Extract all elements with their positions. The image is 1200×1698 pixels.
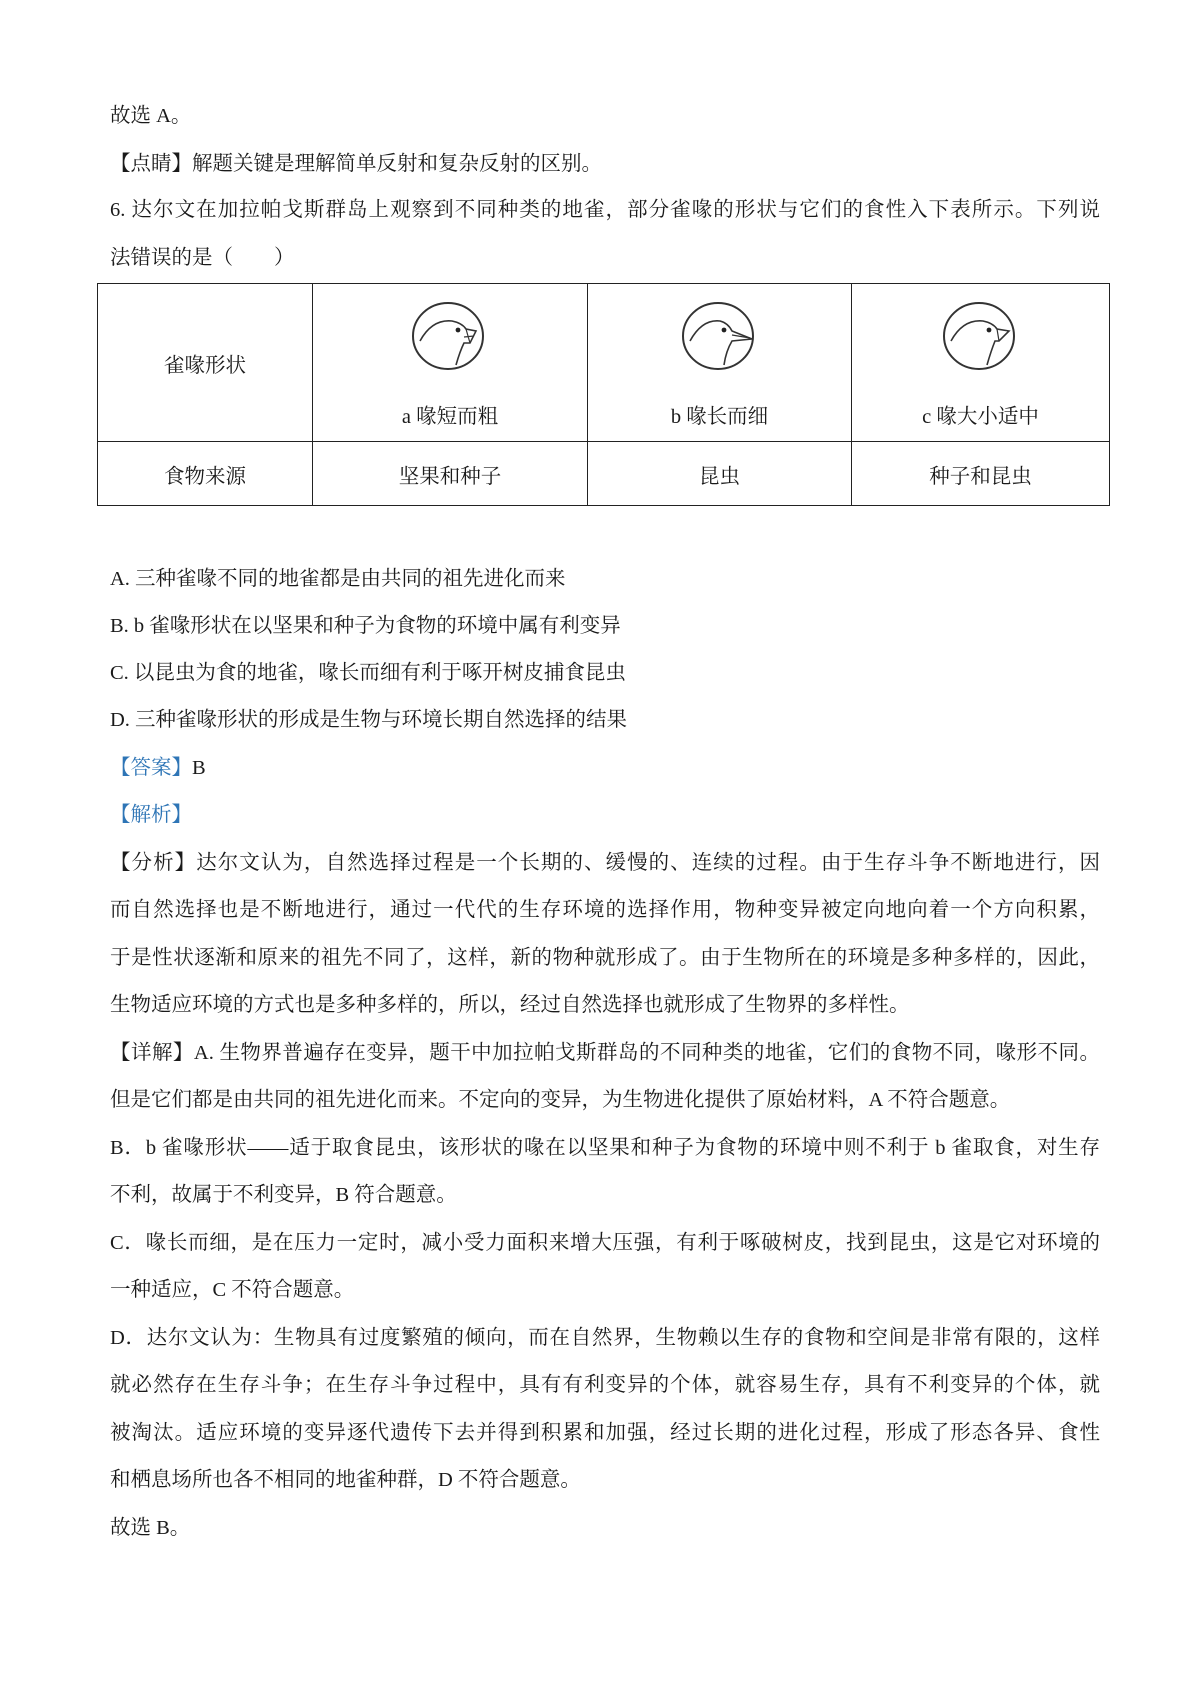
finch-medium-beak-icon: [941, 299, 1021, 373]
answer: [110, 753, 1100, 783]
analysis-line: 生物适应环境的方式也是多种多样的，所以，经过自然选择也就形成了生物界的多样性。: [110, 994, 910, 1016]
tip: [110, 149, 1100, 179]
detail-line: 但是它们都是由共同的祖先进化而来。不定向的变异，为生物进化提供了原始材料，A 不符合题意。: [110, 1089, 1011, 1111]
detail-label: 【详解】: [110, 1042, 194, 1064]
tip-label: 【点睛】: [110, 153, 192, 175]
table-cell: 坚果和种子: [313, 442, 588, 506]
detail-line: B．b 雀喙形状——适于取食昆虫，该形状的喙在以坚果和种子为食物的环境中则不利于 b 雀取食，对生存: [110, 1137, 1100, 1159]
beak-shape-label: c 喙大小适中: [922, 405, 1039, 428]
analysis-line: 而自然选择也是不断地进行，通过一代代的生存环境的选择作用，物种变异被定向地向着一个方向积累，: [110, 899, 1100, 921]
prev-conclusion: 故选 A。: [110, 105, 192, 127]
row-header: 食物来源: [98, 442, 313, 506]
analysis-line: 于是性状逐渐和原来的祖先不同了，这样，新的物种就形成了。由于生物所在的环境是多种多样的，因此，: [110, 947, 1100, 969]
detail-line: 不利，故属于不利变异，B 符合题意。: [110, 1184, 457, 1206]
table-cell: 种子和昆虫: [852, 442, 1110, 506]
analysis-sub-label: 【分析】: [110, 852, 197, 874]
detail-line: C．喙长而细，是在压力一定时，减小受力面积来增大压强，有利于啄破树皮，找到昆虫，这是它对环境的: [110, 1232, 1100, 1254]
table-row-beak-shape: [98, 284, 1110, 442]
analysis-label: 【解析】: [110, 804, 192, 826]
table-cell: [313, 284, 588, 442]
detail-line: 就必然存在生存斗争；在生存斗争过程中，具有有利变异的个体，就容易生存，具有不利变异的个体，就: [110, 1374, 1100, 1396]
analysis-text: 达尔文认为，自然选择过程是一个长期的、缓慢的、连续的过程。由于生存斗争不断地进行，因: [196, 852, 1101, 874]
detail-line: 被淘汰。适应环境的变异逐代遗传下去并得到积累和加强，经过长期的进化过程，形成了形态各异、食性: [110, 1422, 1100, 1444]
finch-beak-table: [97, 283, 1110, 506]
question-line: 6. 达尔文在加拉帕戈斯群岛上观察到不同种类的地雀，部分雀喙的形状与它们的食性入下表所示。下列说: [110, 199, 1100, 221]
option-c: C. 以昆虫为食的地雀，喙长而细有利于啄开树皮捕食昆虫: [110, 662, 626, 684]
option-b: B. b 雀喙形状在以坚果和种子为食物的环境中属有利变异: [110, 615, 621, 637]
finch-long-thin-beak-icon: [680, 299, 760, 373]
answer-value: B: [192, 757, 206, 779]
detail-line: 和栖息场所也各不相同的地雀种群，D 不符合题意。: [110, 1469, 581, 1491]
table-cell: [588, 284, 852, 442]
detail-text: A. 生物界普遍存在变异，题干中加拉帕戈斯群岛的不同种类的地雀，它们的食物不同，喙形不同。: [193, 1042, 1101, 1064]
detail-line: [110, 1038, 1100, 1068]
option-d: D. 三种雀喙形状的形成是生物与环境长期自然选择的结果: [110, 709, 628, 731]
analysis-line: [110, 848, 1100, 878]
beak-shape-label: b 喙长而细: [670, 405, 769, 428]
detail-line: 一种适应，C 不符合题意。: [110, 1279, 355, 1301]
detail-line: D．达尔文认为：生物具有过度繁殖的倾向，而在自然界，生物赖以生存的食物和空间是非常有限的，这样: [110, 1327, 1100, 1349]
conclusion: 故选 B。: [110, 1517, 191, 1539]
answer-label: 【答案】: [110, 757, 192, 779]
question-line: 法错误的是（ ）: [110, 247, 295, 269]
table-cell: 昆虫: [588, 442, 852, 506]
beak-shape-label: a 喙短而粗: [401, 405, 499, 428]
row-header: 雀喙形状: [98, 284, 313, 442]
tip-text: 解题关键是理解简单反射和复杂反射的区别。: [192, 153, 602, 175]
option-a: A. 三种雀喙不同的地雀都是由共同的祖先进化而来: [110, 568, 566, 590]
table-row-food-source: [98, 442, 1110, 506]
table-cell: [852, 284, 1110, 442]
finch-short-thick-beak-icon: [410, 299, 490, 373]
